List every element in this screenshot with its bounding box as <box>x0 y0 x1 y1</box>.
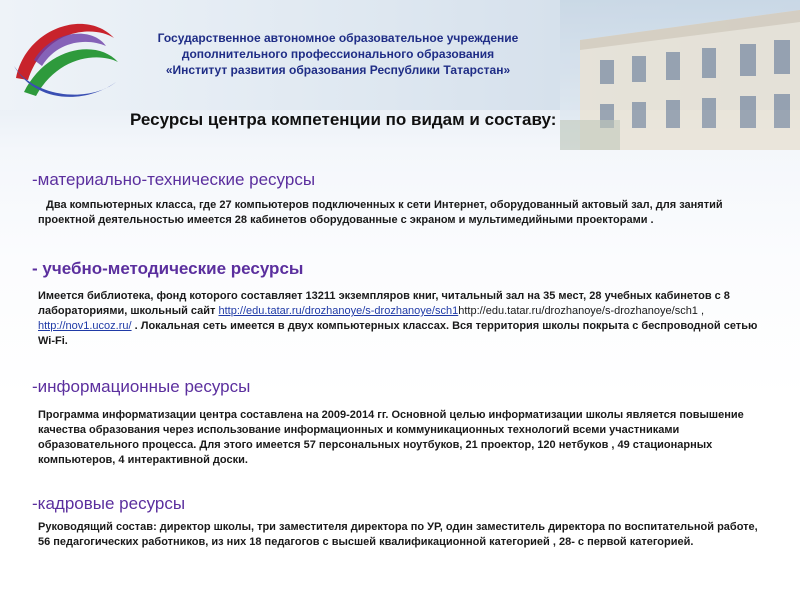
org-title-line-1: Государственное автономное образовательное учреждение <box>157 31 519 45</box>
school-site-url: http://edu.tatar.ru/drozhanoye/s-drozhanoye/sch1 <box>458 305 698 317</box>
methodical-text-intro: Имеется библиотека, фонд которого составляет 13211 экземпляров книг, читальный зал на 35 мест, 28 учебных кабинетов с 8 лабораториями, школьный сайт <box>38 290 730 317</box>
nov1-site-link[interactable]: http://nov1.ucoz.ru/ <box>38 320 132 332</box>
organization-title <box>118 30 558 78</box>
institute-logo-icon <box>6 8 124 108</box>
org-title-line-3: «Институт развития образования Республики Татарстан» <box>165 63 511 77</box>
section-text-personnel: Руководящий состав: директор школы, три заместителя директора по УР, один заместитель директора по воспитательной работе, 56 педагогических работников, из них 18 педагогов с высшей квалификационной категорией , 28- с первой категорией. <box>38 521 758 548</box>
section-text-material: Два компьютерных класса, где 27 компьютеров подключенных к сети Интернет, оборудованный актовый зал, для занятий проектной деятельностью имеется 28 кабинетов оборудованные с экраном и мультимедийными проекторами . <box>38 199 723 226</box>
section-text-information: Программа информатизации центра составлена на 2009-2014 гг. Основной целью информатизации школы является повышение качества образования через использование информационных и коммуникационных технологий всеми участниками образовательного процесса. Для этого имеется 57 персональных ноутбуков, 21 проектор, 120 нетбуков , 49 стационарных компьютеров, 4 интерактивной доски. <box>38 409 744 466</box>
org-title-line-2: дополнительного профессионального образования <box>181 47 495 61</box>
link-separator: , <box>697 305 705 317</box>
section-heading-material: -материально-технические ресурсы <box>32 170 316 189</box>
page-title: Ресурсы центра компетенции по видам и составу: <box>130 110 557 129</box>
section-heading-methodical: - учебно-методические ресурсы <box>32 259 304 278</box>
methodical-text-rest: . Локальная сеть имеется в двух компьютерных классах. Вся территория школы покрыта с беспроводной сетью Wi-Fi. <box>38 320 758 347</box>
section-heading-personnel: -кадровые ресурсы <box>32 494 186 513</box>
section-text-methodical <box>38 289 760 349</box>
school-site-link[interactable]: http://edu.tatar.ru/drozhanoye/s-drozhanoye/sch1 <box>218 305 459 317</box>
section-heading-information: -информационные ресурсы <box>32 377 251 396</box>
